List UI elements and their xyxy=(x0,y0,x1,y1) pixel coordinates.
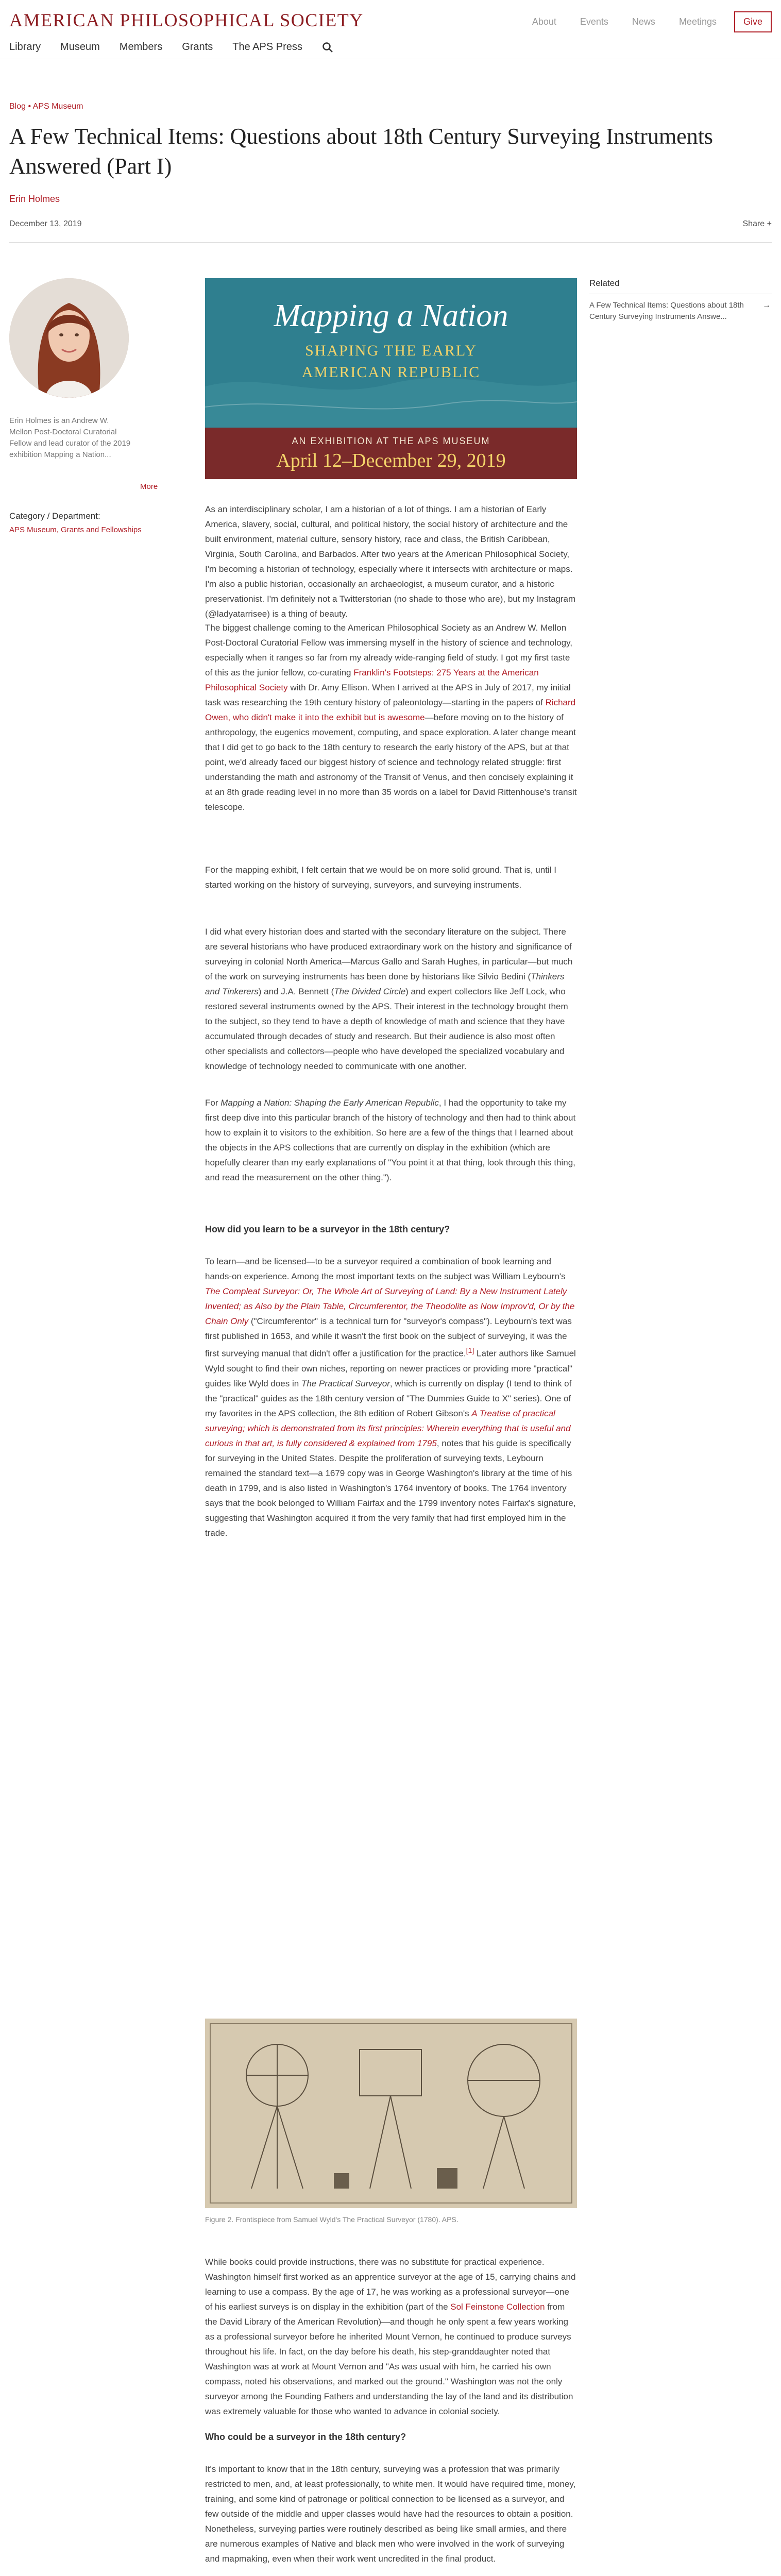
text: The biggest challenge coming to the American Philosophical Society as an Andrew W. Mellon Post-Doctoral Curatorial Fellow was immersing myself in the history of science and technology, especially when it ranges so far from my already wide-ranging field of study. I got my first taste of this as the junior fellow, co-curating xyxy=(205,623,573,677)
text: from the David Library of the American Revolution)—and though he only spent a few years working as a professional surveyor before he inherited Mount Vernon, he continued to produce surveys throughout his life. In fact, on the day before his death, his step-granddaughter noted that Washington was at work at Mount Vernon and "As was usual with him, he carried his own compass, noted his observations, and marked out the ground." Washington was not the only surveyor among the Founding Fathers and understanding the lay of the land and its distribution was extremely valuable for those who wanted to advance in colonial society. xyxy=(205,2302,573,2416)
arrow-right-icon[interactable]: → xyxy=(762,301,771,310)
compleat-surveyor-link[interactable]: The Compleat Surveyor: Or, The Whole Art of Surveying of Land: By a New Instrument Lately Invented; as Also by the Plain Table, Circumferentor, the Theodolite as Now Improv'd, Or by the Chain Only xyxy=(205,1286,575,1326)
site-header xyxy=(0,0,781,59)
text: , notes that his guide is specifically for surveying in the United States. Despite the proliferation of surveying texts, Leybourn remained the standard text—a 1679 copy was in George Washington's library at the time of his death in 1799, and is also listed in Washington's 1764 inventory of books. The 1764 inventory says that the book belonged to William Fairfax and the 1799 inventory notes Fairfax's signature, suggesting that Washington acquired it from the very family that had first employed him in the trade. xyxy=(205,1438,576,1538)
nav-grants[interactable]: Grants xyxy=(182,41,213,53)
utility-nav-events[interactable]: Events xyxy=(580,16,608,27)
breadcrumb-separator: • xyxy=(26,102,33,111)
gibson-treatise-link[interactable]: A Treatise of practical surveying; which is demonstrated from its first principles: Wherein everything that is useful and curious in that art, is fully considered & explained from 1795 xyxy=(205,1408,571,1448)
text: Later authors like Samuel Wyld sought to find their own niches, reporting on newer practices or providing more "practical" guides like Wyld does in xyxy=(205,1348,576,1388)
figure-2-caption: Figure 2. Frontispiece from Samuel Wyld's The Practical Surveyor (1780). APS. xyxy=(205,2215,459,2224)
nav-members[interactable]: Members xyxy=(119,41,163,53)
exhibit-title: Mapping a Nation: Shaping the Early American Republic xyxy=(220,1098,439,1108)
book-title: Thinkers and Tinkerers xyxy=(205,972,565,996)
author-avatar xyxy=(9,278,129,398)
search-icon[interactable] xyxy=(322,42,333,53)
paragraph-deep-dive xyxy=(205,1095,577,1185)
figure-2-frontispiece-image xyxy=(205,2019,577,2208)
book-title: The Practical Surveyor xyxy=(301,1378,390,1388)
exhibit-banner-image xyxy=(205,278,577,479)
utility-nav xyxy=(508,11,772,32)
category-heading: Category / Department: xyxy=(9,511,100,521)
text: To learn—and be licensed—to be a surveyor required a combination of book learning and hands-on experience. Among the most important texts on the subject was William Leybourn's xyxy=(205,1257,566,1281)
breadcrumb-blog[interactable]: Blog xyxy=(9,102,26,111)
banner-subtitle-line-2: AMERICAN REPUBLIC xyxy=(301,364,481,381)
footnote-link[interactable]: [1] xyxy=(466,1347,474,1355)
title-divider xyxy=(9,242,772,243)
text: , I had the opportunity to take my first deep dive into this particular branch of the history of technology and then had to think about how to explain it to visitors to the exhibition. So here are a few of the things that I learned about the objects in the APS collections that are currently on display in the exhibition (which are hopefully clearer than my early explanations of "You point it at that thing, look through this thing, and read the measurement on the other thing."). xyxy=(205,1098,576,1182)
text: —before moving on to the history of anthropology, the eugenics movement, computing, and space exploration. A later change meant that I did get to go back to the 18th century to research the early history of the APS, but at that point, we'd already faced our biggest history of science and technology related struggle: first understanding the math and astronomy of the Transit of Venus, and then concisely explaining it at an 8th grade reading level in no more than 35 words on a label for David Rittenhouse's transit telescope. xyxy=(205,713,577,812)
paragraph-mapping-exhibit: For the mapping exhibit, I felt certain that we would be on more solid ground. That is, until I started working on the history of surveying, surveyors, and surveying instruments. xyxy=(205,865,556,890)
utility-nav-news[interactable]: News xyxy=(632,16,655,27)
breadcrumb xyxy=(9,102,83,111)
share-label: Share xyxy=(742,219,765,228)
related-heading: Related xyxy=(589,278,620,288)
banner-subtitle xyxy=(205,340,577,383)
feinstone-collection-link[interactable]: Sol Feinstone Collection xyxy=(450,2302,545,2312)
utility-nav-meetings[interactable]: Meetings xyxy=(678,16,717,27)
franklins-footsteps-link[interactable]: Franklin's Footsteps: 275 Years at the American Philosophical Society xyxy=(205,668,539,692)
nav-library[interactable]: Library xyxy=(9,41,41,53)
author-bio: Erin Holmes is an Andrew W. Mellon Post-Doctoral Curatorial Fellow and lead curator of the 2019 exhibition Mapping a Nation... xyxy=(9,416,131,459)
section-heading-who: Who could be a surveyor in the 18th century? xyxy=(205,2432,406,2442)
banner-exhibit-label: AN EXHIBITION AT THE APS MUSEUM xyxy=(292,436,490,446)
section-heading-learn: How did you learn to be a surveyor in the 18th century? xyxy=(205,1224,450,1234)
text: ("Circumferentor" is a technical turn for "surveyor's compass"). Leybourn's text was first published in 1653, and while it wasn't the first book on the subject of surveying, it was the first surveying manual that didn't offer a justification for the practice. xyxy=(205,1316,572,1359)
richard-owen-link[interactable]: Richard Owen, who didn't make it into the exhibit but is awesome xyxy=(205,698,576,722)
book-title: The Divided Circle xyxy=(334,987,406,996)
text: While books could provide instructions, there was no substitute for practical experience. Washington himself first worked as an apprentice surveyor at the age of 15, carrying chains and learning to use a compass. By the age of 17, he was working as a professional surveyor—one of his earliest surveys is on display in the exhibition (part of the xyxy=(205,2257,576,2312)
nav-aps-press[interactable]: The APS Press xyxy=(232,41,302,53)
text: ) and J.A. Bennett ( xyxy=(258,987,334,996)
paragraph-who-surveyor: It's important to know that in the 18th century, surveying was a profession that was primarily restricted to men, and, at least professionally, to white men. It would have required time, money, training, and some kind of patronage or political connection to be licensed as a surveyor, and few outside of the middle and upper classes would have had the resources to obtain a position. Nonetheless, surveying parties were routinely described as being like small armies, and there are numerous examples of Native and black men who were involved in the work of surveying and mapmaking, even when their work went uncredited in the final product. xyxy=(205,2464,576,2564)
site-logo[interactable]: AMERICAN PHILOSOPHICAL SOCIETY xyxy=(9,10,364,30)
related-post-link[interactable]: A Few Technical Items: Questions about 18th Century Surveying Instruments Answe... xyxy=(589,301,744,321)
paragraph-intro: As an interdisciplinary scholar, I am a historian of a lot of things. I am a historian of Early America, slavery, social, cultural, and political history, the social history of architecture and the built environment, material culture, sensory history, race and class, the British Caribbean, Virginia, South Carolina, and Barbados. After two years at the American Philosophical Society, I'm becoming a historian of technology, especially where it intersects with architecture or maps. I'm also a public historian, occasionally an archaeologist, a museum curator, and a historic preservationist. I'm definitely not a Twitterstorian (no shade to those who are), but my Instagram (@ladyatarrisee) is a thing of beauty. xyxy=(205,504,576,619)
plus-icon: + xyxy=(767,219,772,228)
category-links[interactable]: APS Museum, Grants and Fellowships xyxy=(9,526,142,534)
banner-subtitle-line-1: SHAPING THE EARLY xyxy=(305,342,477,359)
paragraph-secondary-literature xyxy=(205,924,577,1074)
nav-museum[interactable]: Museum xyxy=(60,41,100,53)
text: with Dr. Amy Ellison. When I arrived at the APS in July of 2017, my initial task was researching the 19th century history of paleontology—starting in the papers of xyxy=(205,683,571,707)
page-title: A Few Technical Items: Questions about 18th Century Surveying Instruments Answered (Part I) xyxy=(9,124,714,179)
share-button[interactable] xyxy=(743,219,772,229)
paragraph-challenge xyxy=(205,620,577,815)
main-nav xyxy=(9,41,333,53)
give-button[interactable]: Give xyxy=(734,11,772,32)
banner-title: Mapping a Nation xyxy=(274,298,508,333)
breadcrumb-aps-museum[interactable]: APS Museum xyxy=(32,102,83,111)
author-more-link[interactable]: More xyxy=(140,482,158,491)
banner-dates: April 12–December 29, 2019 xyxy=(276,450,506,471)
paragraph-learning xyxy=(205,1254,577,1540)
text: I did what every historian does and started with the secondary literature on the subject. There are several historians who have produced extraordinary work on the history and significance of surveying in colonial North America—Marcus Gallo and Sarah Hughes, in particular—but much of the work on surveying instruments has been done by historians like Silvio Bedini ( xyxy=(205,927,573,981)
paragraph-practical-experience xyxy=(205,2255,577,2419)
author-link[interactable]: Erin Holmes xyxy=(9,194,60,204)
text: For xyxy=(205,1098,221,1108)
utility-nav-about[interactable]: About xyxy=(532,16,556,27)
text: , which is currently on display (I tend to think of the "practical" guides as the 18th century version of "The Dummies Guide to X" series). One of my favorites in the APS collection, the 8th edition of Robert Gibson's xyxy=(205,1378,572,1418)
text: ) and expert collectors like Jeff Lock, who restored several instruments owned by the APS. Their interest in the technology brought them to the subject, so they tend to have a depth of knowledge of math and science that they have accumulated through decades of study and research. But their audience is also most often other specialists and collectors—people who have developed the specialized vocabulary and knowledge of technology needed to communicate with one another. xyxy=(205,987,568,1071)
post-date: December 13, 2019 xyxy=(9,219,82,228)
